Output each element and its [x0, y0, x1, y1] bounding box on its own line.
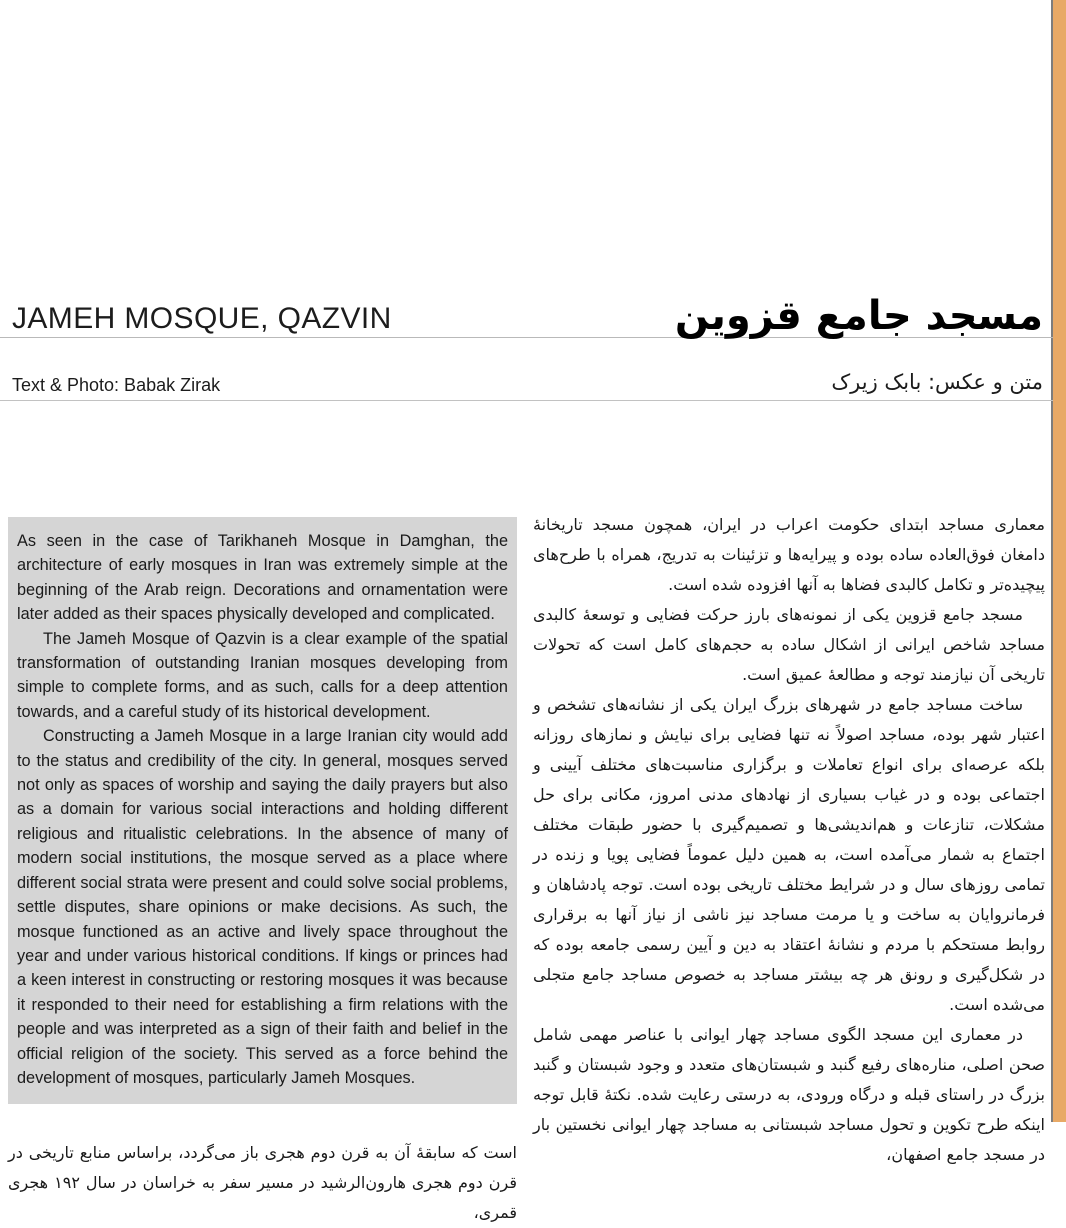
abstract-paragraph: As seen in the case of Tarikhaneh Mosque in Damghan, the architecture of early mosques in Iran was extremely simple at the beginning of the Arab reign. Decorations and ornamentation were later added as their spaces physically developed and complicated.: [17, 532, 508, 624]
right-column-persian-body: [533, 510, 1045, 1170]
page-title-persian: مسجد جامع قزوین: [674, 293, 1043, 339]
article-header: [0, 293, 1053, 408]
persian-paragraph: در معماری این مسجد الگوی مساجد چهار ایوانی با عناصر مهمی شامل صحن اصلی، مناره‌های رفیع گنبد و شبستان‌های متعدد و وجود شبستان و گنبد بزرگ در راستای قبله و درگاه ورودی، به درستی رعایت شده. نکتۀ قابل توجه اینکه طرح تکوین و تحول مساجد شبستانی به مساجد چهار ایوانی نخستین بار در مسجد جامع اصفهان،: [533, 1025, 1045, 1164]
page-accent-bar: [1053, 0, 1066, 1122]
english-abstract-box: [8, 517, 517, 1104]
left-column: [8, 517, 517, 1228]
header-rule-lower: [0, 400, 1053, 401]
byline-english: Text & Photo: Babak Zirak: [12, 375, 221, 395]
abstract-paragraph: Constructing a Jameh Mosque in a large Iranian city would add to the status and credibility of the city. In general, mosques served not only as spaces of worship and saying the daily prayers but also as a domain for various social interactions and holding different religious and ritualistic celebrations. In the absence of many of modern social institutions, the mosque served as a place where different social strata were present and could solve social problems, settle disputes, share opinions or make decisions. As such, the mosque functioned as an active and lively space throughout the year and under various historical conditions. If kings or princes had a keen interest in constructing or restoring mosques it was because it responded to their need for establishing a firm relations with the people and was interpreted as a sign of their faith and belief in the official religion of the society. This served as a force behind the development of mosques, particularly Jameh Mosques.: [17, 727, 508, 1087]
left-column-persian-continuation: [8, 1138, 517, 1228]
byline-persian: متن و عکس: بابک زیرک: [831, 370, 1043, 394]
persian-paragraph: است که سابقۀ آن به قرن دوم هجری باز می‌گردد، براساس منابع تاریخی در قرن دوم هجری هارون‌الرشید در مسیر سفر به خراسان در سال ۱۹۲ هجری قمری،: [8, 1143, 517, 1223]
persian-paragraph: مسجد جامع قزوین یکی از نمونه‌های بارز حرکت فضایی و توسعۀ کالبدی مساجد شاخص ایرانی از اشکال ساده به حجم‌های کامل است که تحولات تاریخی آن نیازمند توجه و مطالعۀ عمیق است.: [533, 605, 1045, 684]
persian-paragraph: معماری مساجد ابتدای حکومت اعراب در ایران، همچون مسجد تاریخانۀ دامغان فوق‌العاده ساده بوده و پیرایه‌ها و تزئینات به تدریج، همراه با طرح‌های پیچیده‌تر و تکامل کالبدی فضاها به آنها افزوده شده است.: [533, 515, 1045, 594]
persian-paragraph: ساخت مساجد جامع در شهرهای بزرگ ایران یکی از نشانه‌های تشخص و اعتبار شهر بوده، مساجد اصولاً نه تنها فضایی برای نیایش و نمازهای روزانه بلکه عرصه‌ای برای انواع تعاملات و برگزاری مناسبت‌های مختلف آیینی و اجتماعی بوده و در غیاب بسیاری از نهادهای مدنی امروز، مکانی برای حل مشکلات، تنازعات و هم‌اندیشی‌ها و تصمیم‌گیری با حضور طبقات مختلف اجتماع به شمار می‌آمده است، به همین دلیل عموماً فضایی پویا و زنده در تمامی روزهای سال و در شرایط مختلف تاریخی بوده است. توجه پادشاهان و فرمانروایان به ساخت و یا مرمت مساجد نیز ناشی از نیاز آنها به برقراری روابط مستحکم با مردم و نشانۀ اعتقاد به دین و آیین رسمی جامعه بوده که در شکل‌گیری و رونق هر چه بیشتر مساجد به خصوص مساجد جامع متجلی می‌شده است.: [533, 695, 1045, 1014]
page-title-english: JAMEH MOSQUE, QAZVIN: [12, 302, 392, 335]
abstract-paragraph: The Jameh Mosque of Qazvin is a clear example of the spatial transformation of outstanding Iranian mosques developing from simple to complete forms, and as such, calls for a deep attention towards, and a careful study of its historical development.: [17, 629, 508, 721]
